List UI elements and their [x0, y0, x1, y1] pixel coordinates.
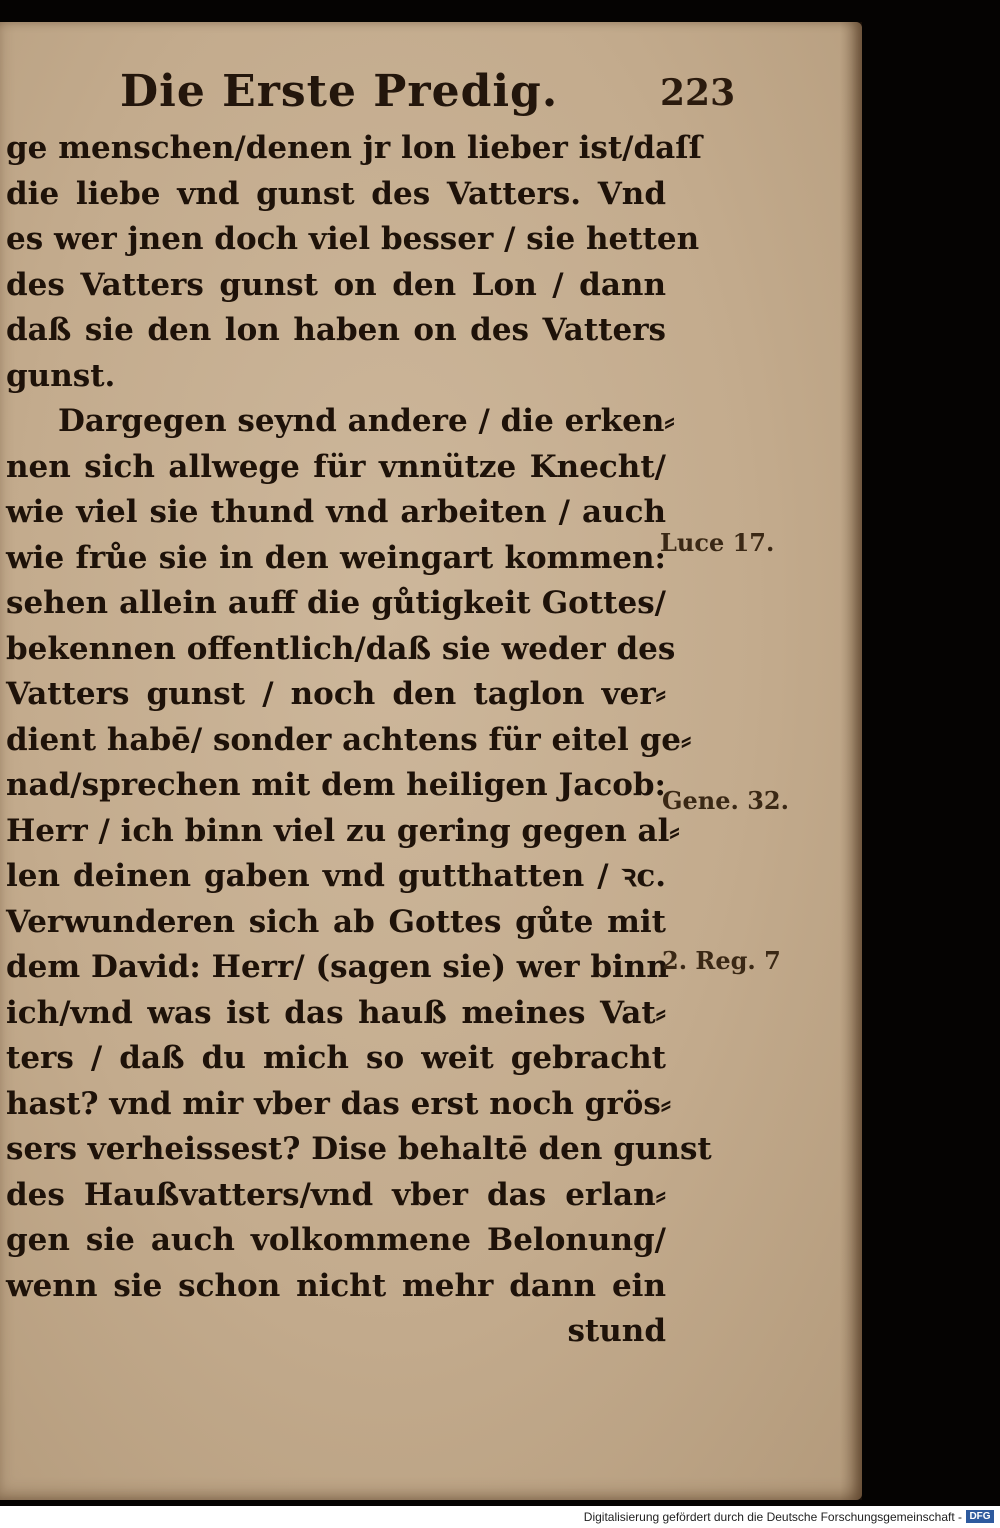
text-line: daß sie den lon haben on des Vatters: [6, 312, 666, 348]
digitization-footer: [0, 1506, 1000, 1528]
running-title: Die Erste Predig.: [120, 66, 559, 117]
margin-note-kings: 2. Reg. 7: [662, 946, 781, 975]
text-line: die liebe vnd gunst des Vatters. Vnd: [6, 175, 666, 212]
text-line: Herr / ich binn viel zu gering gegen al⸗: [6, 812, 680, 849]
text-line: des Haußvatters/vnd vber das erlan⸗: [6, 1176, 666, 1213]
margin-note-genesis: Gene. 32.: [662, 786, 789, 815]
catchword: stund: [567, 1313, 666, 1349]
text-line: dient habē/ sonder achtens für eitel ge⸗: [6, 721, 692, 758]
text-line: sehen allein auff die gůtigkeit Gottes/: [6, 585, 666, 621]
text-line: sers verheissest? Dise behaltē den gunst: [6, 1131, 712, 1167]
text-line: des Vatters gunst on den Lon / dann: [6, 266, 666, 303]
text-line: Vatters gunst / noch den taglon ver⸗: [6, 676, 666, 712]
page-number: 223: [660, 72, 736, 114]
text-line: wie frůe sie in den weingart kommen:: [6, 539, 666, 576]
text-line: ge menschen/denen jr lon lieber ist/daſſ: [6, 130, 702, 166]
text-line: wenn sie schon nicht mehr dann ein: [6, 1267, 666, 1304]
text-line: es wer jnen doch viel besser / sie hetten: [6, 221, 700, 257]
text-line: Dargegen seynd andere / die erken⸗: [58, 403, 675, 439]
text-line: hast? vnd mir vber das erst noch grös⸗: [6, 1085, 672, 1122]
text-line: nad/sprechen mit dem heiligen Jacob:: [6, 767, 666, 803]
body-text: [6, 126, 712, 1355]
text-line: dem David: Herr/ (sagen sie) wer binn: [6, 949, 669, 985]
funding-credit: Digitalisierung gefördert durch die Deutsche Forschungsgemeinschaft -: [583, 1510, 962, 1524]
text-line: gen sie auch volkommene Belonung/: [6, 1222, 666, 1258]
text-line: ters / daß du mich so weit gebracht: [6, 1040, 666, 1076]
dfg-logo: DFG: [966, 1510, 994, 1523]
text-line: bekennen offentlich/daß sie weder des: [6, 630, 676, 667]
text-line: len deinen gaben vnd gutthatten / ꝛc.: [6, 858, 666, 894]
text-line: ich/vnd was ist das hauß meines Vat⸗: [6, 994, 666, 1031]
text-line: wie viel sie thund vnd arbeiten / auch: [6, 494, 666, 530]
margin-note-luke: Luce 17.: [660, 528, 775, 557]
text-line: nen sich allwege für vnnütze Knecht/: [6, 448, 666, 485]
text-line: gunst.: [6, 357, 116, 394]
text-line: Verwunderen sich ab Gottes gůte mit: [6, 903, 666, 940]
